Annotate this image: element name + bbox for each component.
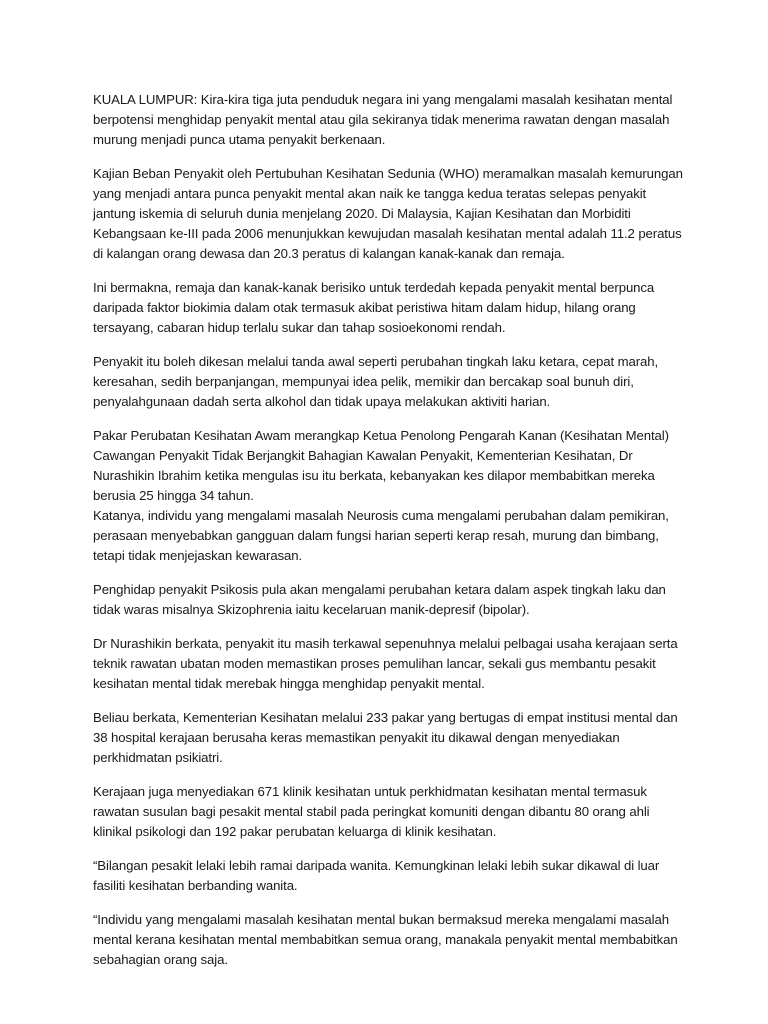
paragraph-quote-definition: “Individu yang mengalami masalah kesihatan mental bukan bermaksud mereka mengalami masalah mental kerana kesihatan mental membabitkan semua orang, manakala penyakit mental membabitkan sebahagian orang saja. [93,912,678,967]
paragraph-intro: KUALA LUMPUR: Kira-kira tiga juta penduduk negara ini yang mengalami masalah kesihatan mental berpotensi menghidap penyakit mental atau gila sekiranya tidak menerima rawatan dengan masalah murung menjadi punca utama penyakit berkenaan. [93,92,673,147]
paragraph-clinics: Kerajaan juga menyediakan 671 klinik kesihatan untuk perkhidmatan kesihatan mental termasuk rawatan susulan bagi pesakit mental stabil pada peringkat komuniti dengan dibantu 80 orang ahli klinikal psikologi dan 192 pakar perubatan keluarga di klinik kesihatan. [93,784,650,839]
paragraph-controlled: Dr Nurashikin berkata, penyakit itu masih terkawal sepenuhnya melalui pelbagai usaha kerajaan serta teknik rawatan ubatan moden memastikan proses pemulihan lancar, sekali gus membantu pesakit kesihatan mental tidak merebak hingga menghidap penyakit mental. [93,636,678,691]
paragraph-early-signs: Penyakit itu boleh dikesan melalui tanda awal seperti perubahan tingkah laku ketara, cepat marah, keresahan, sedih berpanjangan, mempunyai idea pelik, memikir dan bercakap soal bunuh diri, penyalahgunaan dadah serta alkohol dan tidak upaya melakukan aktiviti harian. [93,354,659,409]
paragraph-neurosis: Katanya, individu yang mengalami masalah Neurosis cuma mengalami perubahan dalam pemikiran, perasaan menyebabkan gangguan dalam fungsi harian seperti kerap resah, murung dan bimbang, tetapi tidak menjejaskan kewarasan. [93,508,669,563]
paragraph-who-study: Kajian Beban Penyakit oleh Pertubuhan Kesihatan Sedunia (WHO) meramalkan masalah kemurungan yang menjadi antara punca penyakit mental akan naik ke tangga kedua teratas selepas penyakit jantung iskemia di seluruh dunia menjelang 2020. Di Malaysia, Kajian Kesihatan dan Morbiditi Kebangsaan ke-III pada 2006 menunjukkan kewujudan masalah kesihatan mental adalah 11.2 peratus di kalangan orang dewasa dan 20.3 peratus di kalangan kanak-kanak dan remaja. [93,166,683,261]
paragraph-psychosis: Penghidap penyakit Psikosis pula akan mengalami perubahan ketara dalam aspek tingkah laku dan tidak waras misalnya Skizophrenia iaitu kecelaruan manik-depresif (bipolar). [93,582,666,617]
paragraph-expert-comment: Pakar Perubatan Kesihatan Awam merangkap Ketua Penolong Pengarah Kanan (Kesihatan Mental) Cawangan Penyakit Tidak Berjangkit Bahagian Kawalan Penyakit, Kementerian Kesihatan, Dr Nurashikin Ibrahim ketika mengulas isu itu berkata, kebanyakan kes dilapor membabitkan mereka berusia 25 hingga 34 tahun. [93,428,669,503]
article-body [93,90,683,984]
paragraph-quote-gender: “Bilangan pesakit lelaki lebih ramai daripada wanita. Kemungkinan lelaki lebih sukar dikawal di luar fasiliti kesihatan berbanding wanita. [93,858,660,893]
paragraph-specialists: Beliau berkata, Kementerian Kesihatan melalui 233 pakar yang bertugas di empat institusi mental dan 38 hospital kerajaan berusaha keras memastikan penyakit itu dikawal dengan menyediakan perkhidmatan psikiatri. [93,710,678,765]
paragraph-risk-factors: Ini bermakna, remaja dan kanak-kanak berisiko untuk terdedah kepada penyakit mental berpunca daripada faktor biokimia dalam otak termasuk akibat peristiwa hitam dalam hidup, hilang orang tersayang, cabaran hidup terlalu sukar dan tahap sosioekonomi rendah. [93,280,655,335]
